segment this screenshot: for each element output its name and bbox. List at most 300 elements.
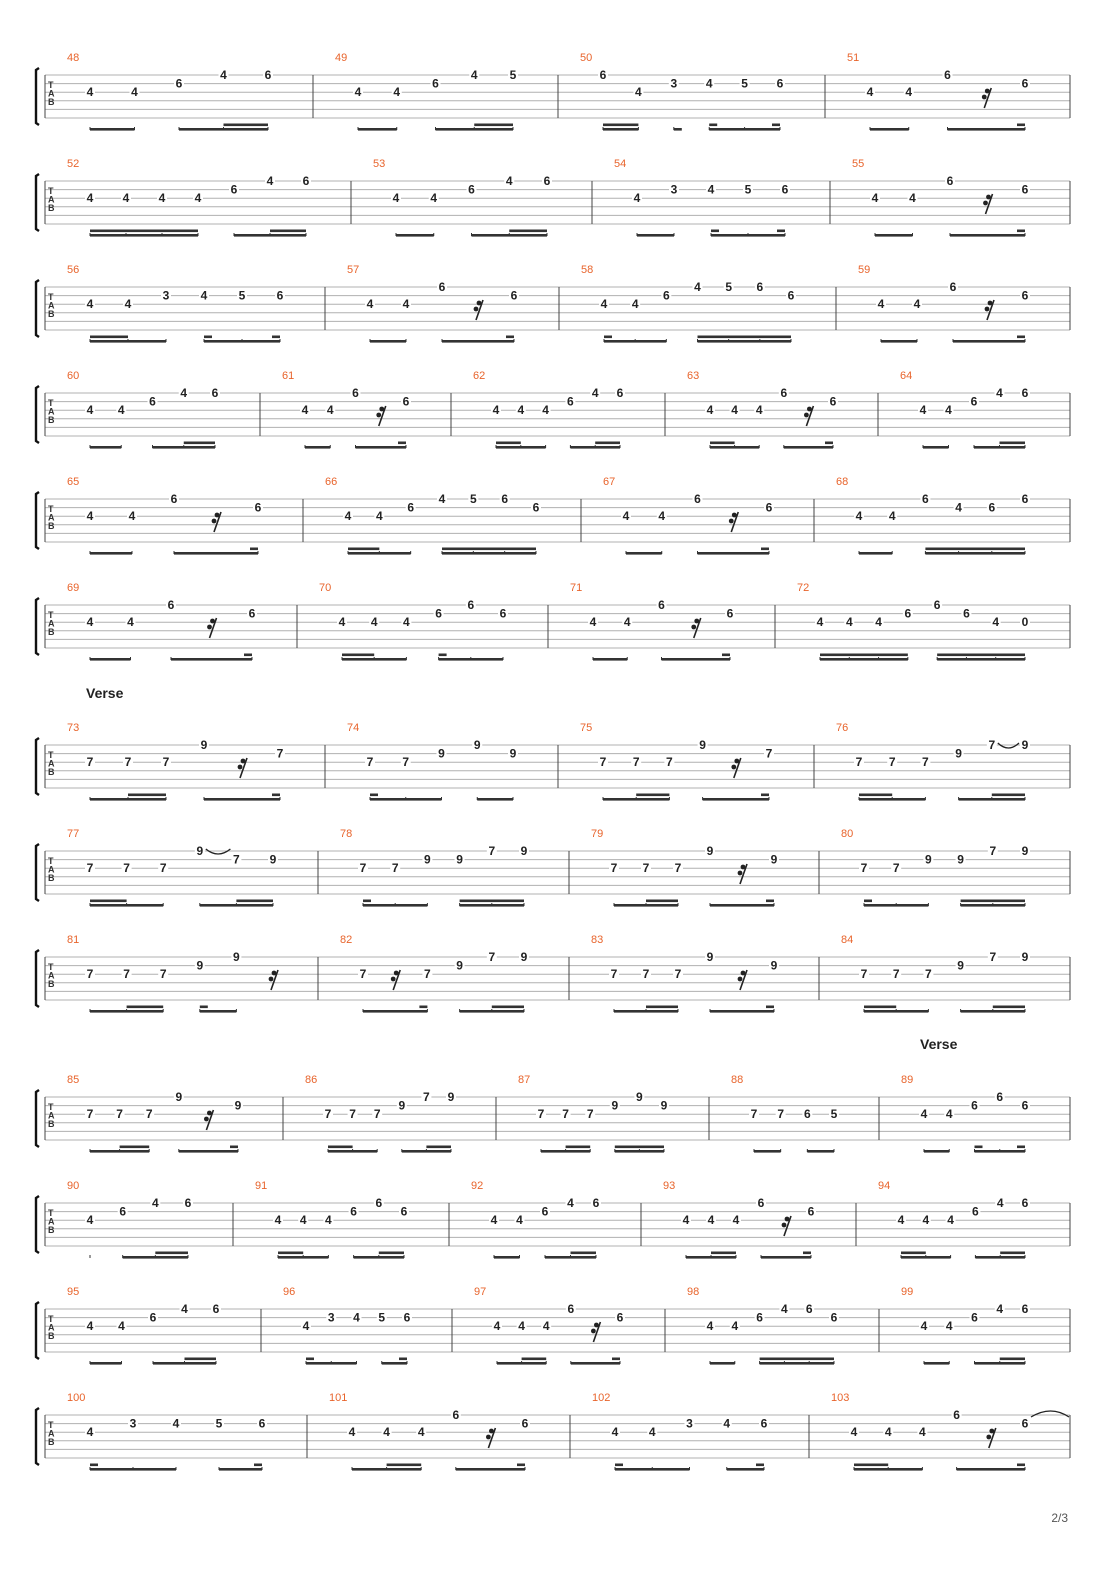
fret-number: 4 <box>855 509 863 524</box>
fret-number: 4 <box>86 509 94 524</box>
fret-number: 7 <box>925 967 932 982</box>
fret-number: 6 <box>776 76 784 91</box>
fret-number: 9 <box>447 1090 455 1104</box>
fret-number: 4 <box>517 403 525 418</box>
beam <box>950 234 1025 237</box>
measure-number: 95 <box>67 1286 80 1298</box>
fret-number: 7 <box>860 861 868 876</box>
measure-number: 66 <box>325 476 338 488</box>
sixteenth-rest-icon <box>474 300 483 320</box>
fret-number: 7 <box>159 967 167 982</box>
measure <box>603 476 774 555</box>
fret-number: 6 <box>1021 1098 1029 1113</box>
beam <box>710 446 759 449</box>
measure-number: 101 <box>329 1392 348 1404</box>
fret-number: 6 <box>1021 288 1029 303</box>
beam <box>342 658 406 661</box>
fret-number: 7 <box>642 861 650 876</box>
beam <box>709 128 780 131</box>
beam <box>460 900 524 903</box>
fret-number: 6 <box>972 1204 979 1219</box>
fret-number: 6 <box>805 1302 813 1316</box>
fret-number: 4 <box>945 1107 953 1122</box>
fret-number: 4 <box>816 615 824 630</box>
fret-number: 4 <box>648 1425 656 1440</box>
fret-number: 4 <box>417 1425 425 1440</box>
fret-number: 7 <box>488 844 496 858</box>
fret-number: 6 <box>1021 386 1029 400</box>
tab-clef-letter: A <box>48 88 55 99</box>
beam <box>864 1006 896 1009</box>
beam <box>230 1146 238 1149</box>
fret-number: 6 <box>302 174 310 188</box>
fret-number: 7 <box>666 755 673 770</box>
measure-number: 102 <box>592 1392 611 1404</box>
fret-number: 7 <box>488 950 496 964</box>
fret-number: 4 <box>631 297 639 312</box>
fret-number: 6 <box>350 1204 357 1219</box>
beam <box>854 1464 888 1467</box>
fret-number: 4 <box>302 1319 310 1334</box>
beam <box>90 446 121 449</box>
fret-number: 7 <box>86 755 94 770</box>
fret-number: 5 <box>830 1107 838 1122</box>
system-bracket <box>36 174 39 231</box>
tab-clef-letter: A <box>48 406 55 417</box>
measure-number: 53 <box>373 158 386 170</box>
tab-system <box>36 158 1070 237</box>
fret-number: 4 <box>731 1319 739 1334</box>
beam <box>460 904 524 907</box>
beam <box>90 234 198 237</box>
beam <box>370 340 406 343</box>
sixteenth-rest-icon <box>986 1428 995 1448</box>
fret-number: 4 <box>172 1416 180 1431</box>
tab-clef-letter: T <box>48 962 54 972</box>
fret-number: 6 <box>1021 1302 1029 1316</box>
beam <box>698 340 792 343</box>
fret-number: 4 <box>438 492 446 506</box>
beam <box>674 128 682 131</box>
beam <box>948 128 1026 131</box>
fret-number: 6 <box>933 598 941 612</box>
measure-number: 69 <box>67 582 80 594</box>
fret-number: 4 <box>707 1213 715 1228</box>
beam <box>760 1358 834 1361</box>
beam <box>442 552 536 555</box>
fret-number: 4 <box>492 403 500 418</box>
fret-number: 6 <box>258 1416 266 1431</box>
beam <box>870 128 909 131</box>
beam <box>419 1006 427 1009</box>
fret-number: 7 <box>423 1090 430 1104</box>
tab-clef-letter: T <box>48 80 54 90</box>
fret-number: 4 <box>122 191 130 206</box>
fret-number: 5 <box>215 1416 223 1431</box>
measure-number: 74 <box>347 722 360 734</box>
fret-number: 4 <box>354 85 362 100</box>
fret-number: 6 <box>971 1310 978 1325</box>
measure <box>340 934 529 1013</box>
beam <box>603 128 638 131</box>
beam <box>436 128 514 131</box>
measure <box>67 476 263 555</box>
fret-number: 9 <box>706 950 714 964</box>
beam <box>90 552 132 555</box>
beam <box>439 654 447 657</box>
fret-number: 4 <box>919 1425 926 1440</box>
fret-number: 6 <box>616 386 624 400</box>
measure-number: 54 <box>614 158 627 170</box>
beam <box>1017 1146 1025 1149</box>
fret-number: 6 <box>248 606 256 621</box>
fret-number: 7 <box>373 1107 381 1122</box>
fret-number: 7 <box>349 1107 356 1122</box>
fret-number: 6 <box>170 492 178 506</box>
beam <box>864 900 872 903</box>
fret-number: 7 <box>276 746 284 761</box>
fret-number: 4 <box>622 509 630 524</box>
sixteenth-rest-icon <box>731 758 740 778</box>
measure-number: 93 <box>663 1180 676 1192</box>
fret-number: 6 <box>662 288 670 303</box>
tab-clef-letter: A <box>48 758 55 769</box>
beam <box>612 1358 620 1361</box>
fret-number: 7 <box>123 861 130 876</box>
beam <box>234 234 306 237</box>
measure <box>841 934 1030 1013</box>
tab-clef-letter: B <box>48 1330 55 1341</box>
measure-number: 89 <box>901 1074 914 1086</box>
fret-number: 4 <box>220 68 227 82</box>
beam <box>875 234 913 237</box>
beam <box>545 1256 596 1259</box>
sixteenth-rest-icon <box>269 970 278 990</box>
fret-number: 4 <box>128 509 136 524</box>
measure-number: 63 <box>687 370 700 382</box>
fret-number: 7 <box>610 967 618 982</box>
measure <box>474 1286 625 1365</box>
tab-clef-letter: A <box>48 512 55 523</box>
sixteenth-rest-icon <box>782 1216 791 1236</box>
fret-number: 4 <box>635 85 642 100</box>
measure <box>471 1180 601 1259</box>
fret-number: 7 <box>359 967 367 982</box>
fret-number: 6 <box>1021 76 1029 91</box>
beam <box>328 1150 377 1153</box>
beam <box>710 1010 774 1013</box>
fret-number: 6 <box>829 394 837 409</box>
fret-number: 4 <box>913 297 921 312</box>
fret-number: 4 <box>344 509 352 524</box>
beam <box>278 1252 303 1255</box>
measure-number: 100 <box>67 1392 86 1404</box>
beam <box>379 1252 404 1255</box>
fret-number: 4 <box>875 615 882 630</box>
measure-number: 64 <box>900 370 913 382</box>
tab-clef-letter: T <box>48 504 54 514</box>
fret-number: 7 <box>888 755 896 770</box>
tab-clef-letter: B <box>48 1224 55 1235</box>
measure <box>67 582 257 661</box>
tab-clef-letter: T <box>48 292 54 302</box>
measure <box>67 158 311 237</box>
measure-number: 48 <box>67 52 80 64</box>
beam <box>859 794 892 797</box>
fret-number: 4 <box>392 191 400 206</box>
fret-number: 7 <box>324 1107 332 1122</box>
beam <box>477 798 513 801</box>
beam <box>710 1362 735 1365</box>
beam <box>615 1146 664 1149</box>
measure-number: 87 <box>518 1074 531 1086</box>
tab-clef-letter: B <box>48 978 55 989</box>
beam <box>603 124 638 127</box>
beam <box>90 900 127 903</box>
system-bracket <box>36 1196 39 1253</box>
beam <box>278 1256 328 1259</box>
measure <box>836 476 1030 555</box>
measure <box>67 370 220 449</box>
beam <box>522 1358 547 1361</box>
fret-number: 4 <box>493 1319 501 1334</box>
fret-number: 6 <box>501 492 509 506</box>
beam <box>603 798 669 801</box>
beam <box>754 1150 781 1153</box>
beam <box>959 798 1025 801</box>
beam <box>820 654 908 657</box>
tab-clef-letter: B <box>48 1118 55 1129</box>
beam <box>509 230 547 233</box>
fret-number: 7 <box>892 861 900 876</box>
fret-number: 7 <box>402 755 410 770</box>
fret-number: 4 <box>338 615 346 630</box>
tab-clef-letter: T <box>48 186 54 196</box>
fret-number: 4 <box>850 1425 858 1440</box>
beam <box>204 340 280 343</box>
measure-number: 57 <box>347 264 360 276</box>
fret-number: 4 <box>920 1107 928 1122</box>
beam <box>127 1006 164 1009</box>
beam <box>250 548 258 551</box>
fret-number: 6 <box>1021 1416 1029 1431</box>
fret-number: 6 <box>904 606 912 621</box>
fret-number: 4 <box>490 1213 498 1228</box>
tab-system <box>36 934 1070 1013</box>
beam <box>179 1150 238 1153</box>
beam <box>637 234 674 237</box>
measure-number: 62 <box>473 370 486 382</box>
beam <box>571 1252 597 1255</box>
fret-number: 4 <box>127 615 134 630</box>
fret-number: 7 <box>632 755 640 770</box>
fret-number: 6 <box>543 174 551 188</box>
fret-number: 7 <box>922 755 929 770</box>
beam <box>90 1468 176 1471</box>
beam <box>646 900 678 903</box>
tab-clef-letter: T <box>48 398 54 408</box>
tab-system <box>36 264 1070 343</box>
tab-system <box>36 1074 1070 1153</box>
measure <box>67 722 285 801</box>
fret-number: 4 <box>909 191 916 206</box>
fret-number: 4 <box>430 191 438 206</box>
system-bracket <box>36 598 39 655</box>
fret-number: 4 <box>611 1425 619 1440</box>
fret-number: 3 <box>670 182 678 197</box>
beam <box>370 798 442 801</box>
fret-number: 4 <box>516 1213 523 1228</box>
fret-number: 6 <box>167 598 175 612</box>
fret-number: 4 <box>542 403 549 418</box>
measure-number: 68 <box>836 476 849 488</box>
fret-number: 6 <box>532 500 540 515</box>
beam <box>925 548 1025 551</box>
beam <box>179 128 268 131</box>
fret-number: 7 <box>124 755 132 770</box>
fret-number: 4 <box>383 1425 390 1440</box>
fret-number: 4 <box>922 1213 930 1228</box>
fret-number: 7 <box>642 967 650 982</box>
fret-number: 5 <box>744 182 752 197</box>
fret-number: 6 <box>988 500 996 515</box>
fret-number: 7 <box>233 852 240 867</box>
tab-clef-letter: B <box>48 202 55 213</box>
page-number: 2/3 <box>1051 1511 1068 1525</box>
beam <box>662 658 731 661</box>
tab-clef-letter: B <box>48 520 55 531</box>
fret-number: 4 <box>353 1310 360 1325</box>
fret-number: 9 <box>1021 950 1029 964</box>
fret-number: 7 <box>424 967 431 982</box>
tab-clef-letter: B <box>48 626 55 637</box>
fret-number: 7 <box>674 967 682 982</box>
fret-number: 4 <box>158 191 166 206</box>
fret-number: 7 <box>855 755 863 770</box>
tab-clef-letter: A <box>48 300 55 311</box>
beam <box>710 904 774 907</box>
beam <box>123 1256 188 1259</box>
fret-number: 4 <box>518 1319 525 1334</box>
fret-number: 6 <box>970 394 978 409</box>
measure-number: 91 <box>255 1180 268 1192</box>
measure <box>591 828 779 907</box>
tab-clef-letter: B <box>48 872 55 883</box>
measure <box>570 582 735 661</box>
beam <box>784 446 833 449</box>
beam <box>961 900 1025 903</box>
measure <box>852 158 1030 237</box>
beam <box>975 1146 983 1149</box>
fret-number: 9 <box>660 1098 668 1113</box>
measure <box>325 476 541 555</box>
sixteenth-rest-icon <box>391 970 400 990</box>
beam <box>854 1468 922 1471</box>
fret-number: 9 <box>770 958 778 973</box>
measure-number: 88 <box>731 1074 744 1086</box>
tab-system <box>36 1286 1070 1365</box>
measure <box>67 1180 193 1259</box>
fret-number: 6 <box>787 288 795 303</box>
sixteenth-rest-icon <box>738 864 747 884</box>
beam <box>342 654 374 657</box>
tab-system <box>36 1392 1070 1471</box>
measure-number: 60 <box>67 370 80 382</box>
beam <box>363 1010 427 1013</box>
fret-number: 9 <box>957 852 964 867</box>
system-bracket <box>36 1408 39 1465</box>
fret-number: 9 <box>398 1098 406 1113</box>
fret-number: 4 <box>86 191 94 206</box>
measure <box>329 1392 530 1471</box>
tab-system <box>36 582 1070 661</box>
measure-number: 78 <box>340 828 353 840</box>
measure <box>67 828 278 907</box>
fret-number: 7 <box>366 755 374 770</box>
measure <box>901 1074 1030 1153</box>
fret-number: 4 <box>118 1319 125 1334</box>
beam <box>204 336 212 339</box>
beam <box>90 904 163 907</box>
fret-number: 6 <box>175 76 183 91</box>
fret-number: 6 <box>726 606 734 621</box>
beam <box>90 340 166 343</box>
beam <box>703 798 769 801</box>
measure-number: 77 <box>67 828 80 840</box>
fret-number: 4 <box>348 1425 356 1440</box>
fret-number: 9 <box>1021 844 1029 858</box>
tab-clef-letter: T <box>48 1102 54 1112</box>
section-label: Verse <box>86 685 124 701</box>
fret-number: 7 <box>586 1107 594 1122</box>
beam <box>352 1468 421 1471</box>
system-bracket <box>36 386 39 443</box>
fret-number: 4 <box>86 1319 94 1334</box>
measure <box>831 1392 1069 1471</box>
sixteenth-rest-icon <box>804 406 813 426</box>
fret-number: 4 <box>366 297 374 312</box>
fret-number: 6 <box>830 1310 838 1325</box>
fret-number: 4 <box>131 85 138 100</box>
fret-number: 6 <box>658 598 665 612</box>
fret-number: 7 <box>86 967 94 982</box>
measure <box>878 1180 1030 1259</box>
beam <box>358 128 397 131</box>
measure <box>663 1180 816 1259</box>
fret-number: 4 <box>589 615 597 630</box>
fret-number: 6 <box>1021 182 1029 197</box>
measure-number: 49 <box>335 52 348 64</box>
beam <box>614 1010 678 1013</box>
beam <box>348 552 411 555</box>
section-label: Verse <box>920 1036 958 1052</box>
measure-number: 58 <box>581 264 594 276</box>
fret-number: 9 <box>438 746 445 761</box>
beam <box>270 230 306 233</box>
beam <box>90 1010 163 1013</box>
beam <box>474 124 513 127</box>
measure-number: 84 <box>841 934 854 946</box>
beam <box>426 1146 451 1149</box>
fret-number: 6 <box>1021 1196 1029 1210</box>
fret-number: 4 <box>871 191 879 206</box>
beam <box>924 1150 949 1153</box>
fret-number: 6 <box>953 1408 960 1422</box>
beam <box>859 552 892 555</box>
fret-number: 6 <box>756 280 764 294</box>
measure <box>67 264 285 343</box>
fret-number: 6 <box>922 492 929 506</box>
